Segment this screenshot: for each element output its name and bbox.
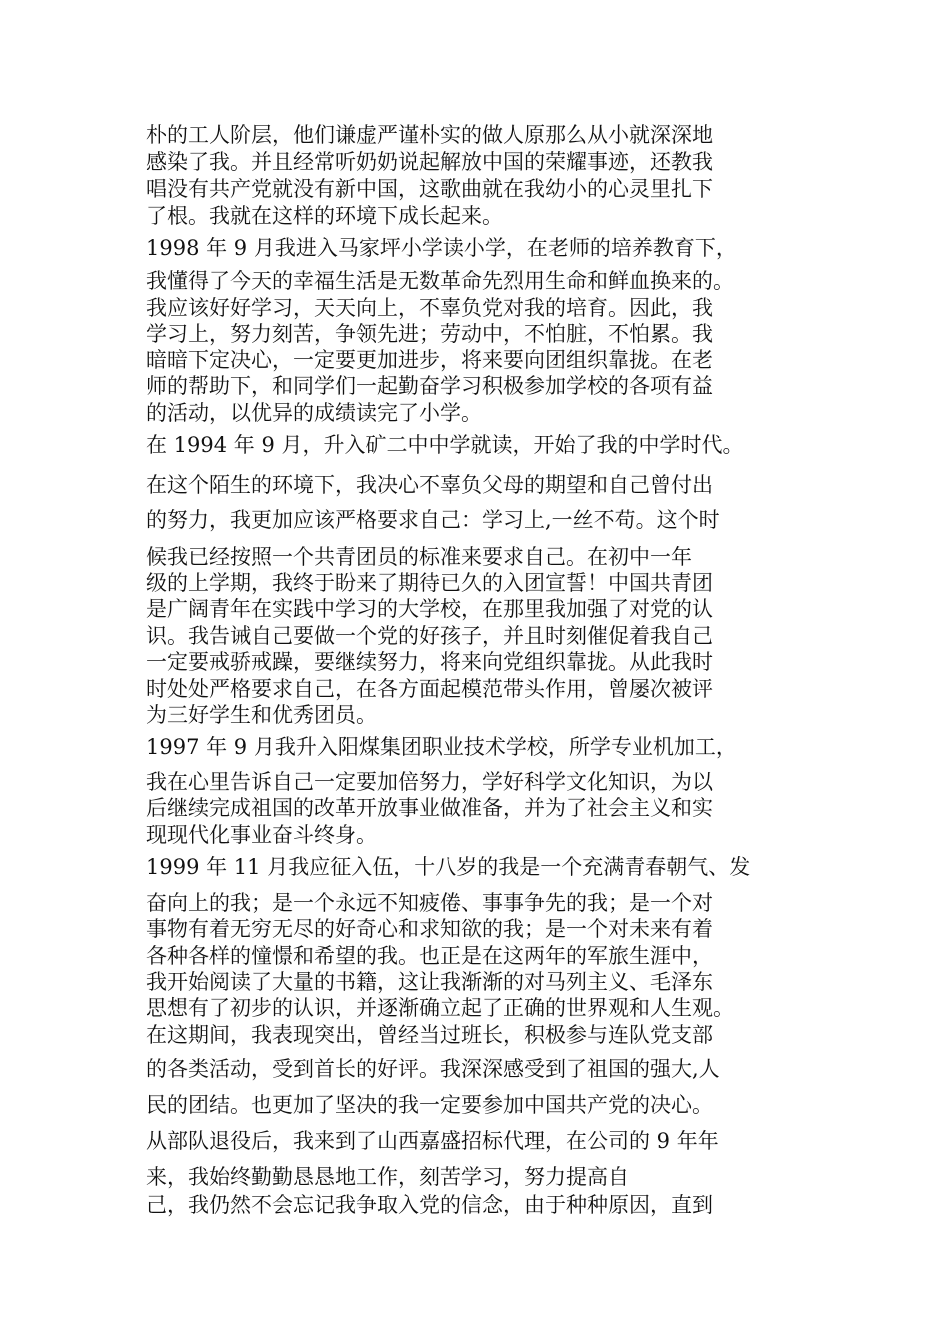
text-line: 后继续完成祖国的改革开放事业做准备，并为了社会主义和实	[146, 796, 713, 820]
text-line: 我懂得了今天的幸福生活是无数革命先烈用生命和鲜血换来的。	[146, 269, 734, 293]
text-line: 师的帮助下，和同学们一起勤奋学习积极参加学校的各项有益	[146, 374, 713, 398]
text-line: 级的上学期，我终于盼来了期待已久的入团宣誓！中国共青团	[146, 571, 713, 595]
text-line: 现现代化事业奋斗终身。	[146, 823, 377, 847]
text-line: 识。我告诫自己要做一个党的好孩子，并且时刻催促着我自己	[146, 624, 713, 648]
text-line: 了根。我就在这样的环境下成长起来。	[146, 204, 503, 228]
text-line: 1997 年 9 月我升入阳煤集团职业技术学校，所学专业机加工，	[146, 735, 737, 759]
text-line: 己，我仍然不会忘记我争取入党的信念，由于种种原因，直到	[146, 1193, 713, 1217]
text-line: 思想有了初步的认识，并逐渐确立起了正确的世界观和人生观。	[146, 996, 734, 1020]
text-line: 一定要戒骄戒躁，要继续努力，将来向党组织靠拢。从此我时	[146, 650, 713, 674]
text-line: 我开始阅读了大量的书籍，这让我渐渐的对马列主义、毛泽东	[146, 970, 713, 994]
text-line: 的活动，以优异的成绩读完了小学。	[146, 401, 482, 425]
text-line: 学习上，努力刻苦，争领先进；劳动中，不怕脏，不怕累。我	[146, 322, 713, 346]
text-line: 时处处严格要求自己，在各方面起模范带头作用，曾屡次被评	[146, 677, 713, 701]
text-line: 暗暗下定决心，一定要更加进步，将来要向团组织靠拢。在老	[146, 348, 713, 372]
text-line: 事物有着无穷无尽的好奇心和求知欲的我；是一个对未来有着	[146, 917, 713, 941]
text-line: 在 1994 年 9 月，升入矿二中中学就读，开始了我的中学时代。	[146, 433, 744, 457]
text-line: 1998 年 9 月我进入马家坪小学读小学，在老师的培养教育下，	[146, 236, 737, 260]
text-line: 的各类活动，受到首长的好评。我深深感受到了祖国的强大,人	[146, 1057, 720, 1081]
text-line: 感染了我。并且经常听奶奶说起解放中国的荣耀事迹，还教我	[146, 150, 713, 174]
text-line: 在这个陌生的环境下，我决心不辜负父母的期望和自己曾付出	[146, 473, 713, 497]
text-line: 是广阔青年在实践中学习的大学校，在那里我加强了对党的认	[146, 597, 713, 621]
text-line: 来，我始终勤勤恳恳地工作，刻苦学习，努力提高自	[146, 1165, 629, 1189]
text-line: 各种各样的憧憬和希望的我。也正是在这两年的军旅生涯中，	[146, 944, 713, 968]
text-line: 奋向上的我；是一个永远不知疲倦、事事争先的我；是一个对	[146, 891, 713, 915]
text-line: 我应该好好学习，天天向上，不辜负党对我的培育。因此，我	[146, 296, 713, 320]
text-line: 我在心里告诉自己一定要加倍努力，学好科学文化知识，为以	[146, 770, 713, 794]
text-line: 民的团结。也更加了坚决的我一定要参加中国共产党的决心。	[146, 1093, 713, 1117]
text-line: 候我已经按照一个共青团员的标准来要求自己。在初中一年	[146, 545, 692, 569]
text-line: 朴的工人阶层，他们谦虚严谨朴实的做人原那么从小就深深地	[146, 123, 713, 147]
text-line: 从部队退役后，我来到了山西嘉盛招标代理，在公司的 9 年年	[146, 1129, 719, 1153]
text-line: 唱没有共产党就没有新中国，这歌曲就在我幼小的心灵里扎下	[146, 177, 713, 201]
text-line: 的努力，我更加应该严格要求自己：学习上,一丝不苟。这个时	[146, 508, 720, 532]
text-line: 在这期间，我表现突出，曾经当过班长，积极参与连队党支部	[146, 1023, 713, 1047]
text-line: 为三好学生和优秀团员。	[146, 703, 377, 727]
text-line: 1999 年 11 月我应征入伍，十八岁的我是一个充满青春朝气、发	[146, 855, 751, 879]
